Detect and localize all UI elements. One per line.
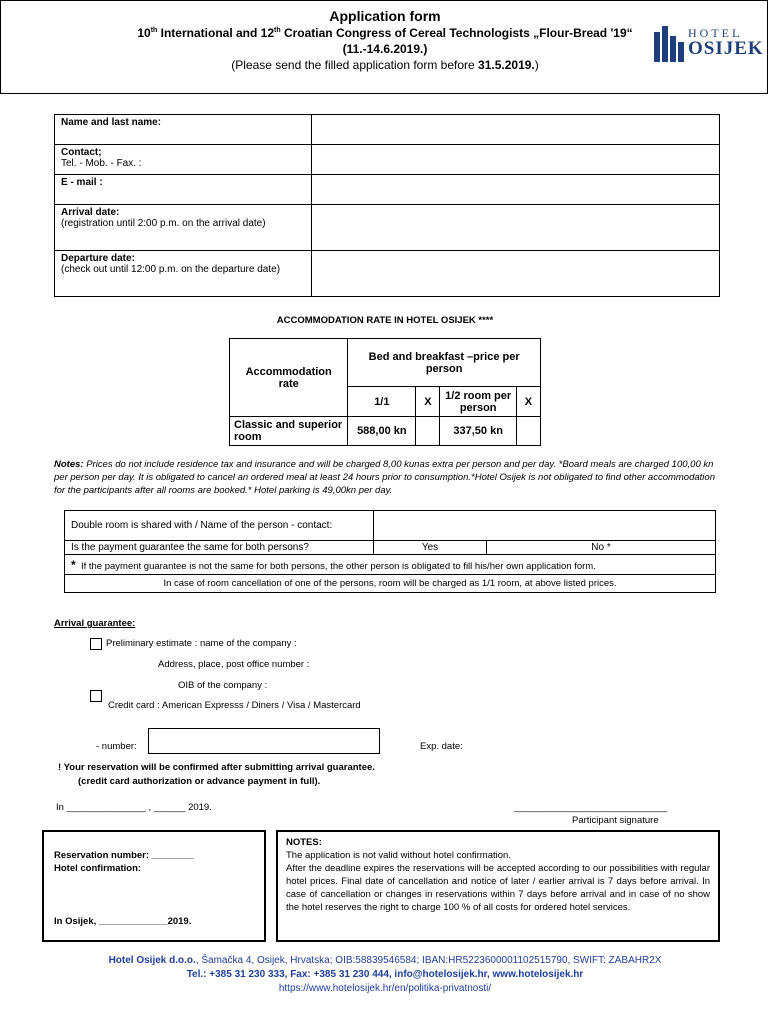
confirm-sub: (credit card authorization or advance payment in full). (78, 776, 321, 787)
arrival-label: Arrival date: (61, 207, 120, 218)
select-single[interactable] (416, 417, 440, 446)
double-room-field[interactable] (374, 511, 716, 541)
signature-label: Participant signature (572, 815, 659, 826)
prelim-label: Preliminary estimate : name of the company : (106, 638, 297, 649)
footer-address: Hotel Osijek d.o.o., Šamačka 4, Osijek, Hrvatska; OIB:58839546584; IBAN:HR5223600001102515790, SWIFT: ZABAHR2X (108, 955, 662, 966)
reservation-box (42, 830, 266, 942)
arrival-sub: (registration until 2:00 p.m. on the arrival date) (61, 218, 266, 229)
table-row (65, 511, 716, 541)
price-single: 588,00 kn (348, 417, 416, 446)
email-label: E - mail : (55, 175, 312, 205)
name-field[interactable] (312, 115, 720, 145)
hotel-confirmation: Hotel confirmation: (54, 863, 142, 874)
card-label: Credit card : American Expresss / Diners / Visa / Mastercard (108, 700, 361, 711)
accommodation-rate-table (229, 338, 541, 446)
reservation-number: Reservation number: ________ (54, 850, 194, 861)
arrival-date-field[interactable] (312, 205, 720, 251)
table-row (55, 175, 720, 205)
price-half: 337,50 kn (440, 417, 516, 446)
table-row (65, 575, 716, 593)
exp-date-label: Exp. date: (420, 741, 463, 752)
single-header: 1/1 (348, 387, 416, 417)
notes-title: NOTES: (286, 837, 322, 848)
cancellation-note: In case of room cancellation of one of the persons, room will be charged as 1/1 room, at above listed prices. (65, 575, 716, 593)
signature-line: _____________________________ (514, 802, 668, 813)
table-row (55, 251, 720, 297)
bb-header: Bed and breakfast –price per person (348, 339, 541, 387)
room-share-table (64, 510, 716, 593)
card-checkbox[interactable] (90, 690, 102, 702)
contact-field[interactable] (312, 145, 720, 175)
name-label: Name and last name: (55, 115, 312, 145)
footer-contact: Tel.: +385 31 230 333, Fax: +385 31 230 444, info@hotelosijek.hr, www.hotelosijek.hr (186, 969, 584, 980)
notes-line2: After the deadline expires the reservations will be accepted according to our possibilities with regular hotel prices. Final date of cancellation and notice of later / earlier arrival is 7 days before arrival. In case of cancellation or changes in reservations within 7 days before arrival and in case of no show the hotel reserves the right to charge 100 % of all costs for ordered hotel services. (286, 863, 710, 913)
address-label: Address, place, post office number : (158, 659, 310, 670)
place-date-line: In _______________ , ______ 2019. (56, 802, 212, 813)
departure-sub: (check out until 12:00 p.m. on the departure date) (61, 264, 281, 275)
no-option[interactable]: No * (487, 541, 716, 555)
arrival-guarantee-title: Arrival guarantee: (54, 618, 136, 629)
double-room-label: Double room is shared with / Name of the person - contact: (65, 511, 374, 541)
yes-option[interactable]: Yes (374, 541, 487, 555)
room-type: Classic and superior room (230, 417, 348, 446)
send-before: (Please send the filled application form before 31.5.2019.) (231, 58, 539, 72)
table-row (55, 145, 720, 175)
notes-box (276, 830, 720, 942)
departure-label: Departure date: (61, 253, 135, 264)
number-label: - number: (96, 741, 137, 752)
asterisk: * (71, 557, 76, 572)
accommodation-heading: ACCOMMODATION RATE IN HOTEL OSIJEK **** (276, 315, 494, 326)
hotel-building-icon (652, 22, 686, 62)
confirm-note: ! Your reservation will be confirmed after submitting arrival guarantee. (58, 762, 375, 773)
hotel-logo: HOTEL OSIJEK (652, 22, 760, 64)
select-half[interactable] (516, 417, 540, 446)
table-row (55, 115, 720, 145)
departure-date-field[interactable] (312, 251, 720, 297)
card-number-input[interactable] (148, 728, 380, 754)
rate-header: Accommodation rate (230, 339, 348, 417)
oib-label: OIB of the company : (178, 680, 268, 691)
table-row (65, 541, 716, 555)
table-row (65, 555, 716, 575)
half-header: 1/2 room per person (440, 387, 516, 417)
x-header: X (416, 387, 440, 417)
table-row (230, 339, 541, 387)
guarantee-question: Is the payment guarantee the same for both persons? (65, 541, 374, 555)
page-title: Application form (329, 8, 441, 24)
contact-label: Contact; (61, 147, 102, 158)
footnote: If the payment guarantee is not the same for both persons, the other person is obligated to fill his/her own application form. (80, 560, 596, 572)
prelim-checkbox[interactable] (90, 638, 102, 650)
participant-info-table (54, 114, 720, 297)
email-field[interactable] (312, 175, 720, 205)
in-osijek: In Osijek, _____________2019. (54, 916, 192, 927)
x-header: X (516, 387, 540, 417)
footer-link-wrap (0, 983, 770, 994)
table-row (55, 205, 720, 251)
notes-line1: The application is not valid without hotel confirmation. (286, 850, 511, 861)
privacy-link[interactable]: https://www.hotelosijek.hr/en/politika-privatnosti/ (278, 983, 492, 994)
congress-title: 10th International and 12th Croatian Congress of Cereal Technologists „Flour-Bread '19“ (137, 26, 633, 40)
notes-paragraph: Notes: Prices do not include residence tax and insurance and will be charged 8,00 kunas extra per person and per day. *Board meals are charged 100,00 kn per person per day. It is obligated to cancel an ordered meal at least 24 hours prior to consumption.*Hotel Osijek is not obligated to find other accommodation for the participants after all rooms are booked.* Hotel parking is 49,00kn per day. (54, 459, 715, 496)
table-row (230, 417, 541, 446)
congress-dates: (11.-14.6.2019.) (342, 42, 428, 56)
contact-sub: Tel. - Mob. - Fax. : (61, 158, 142, 169)
